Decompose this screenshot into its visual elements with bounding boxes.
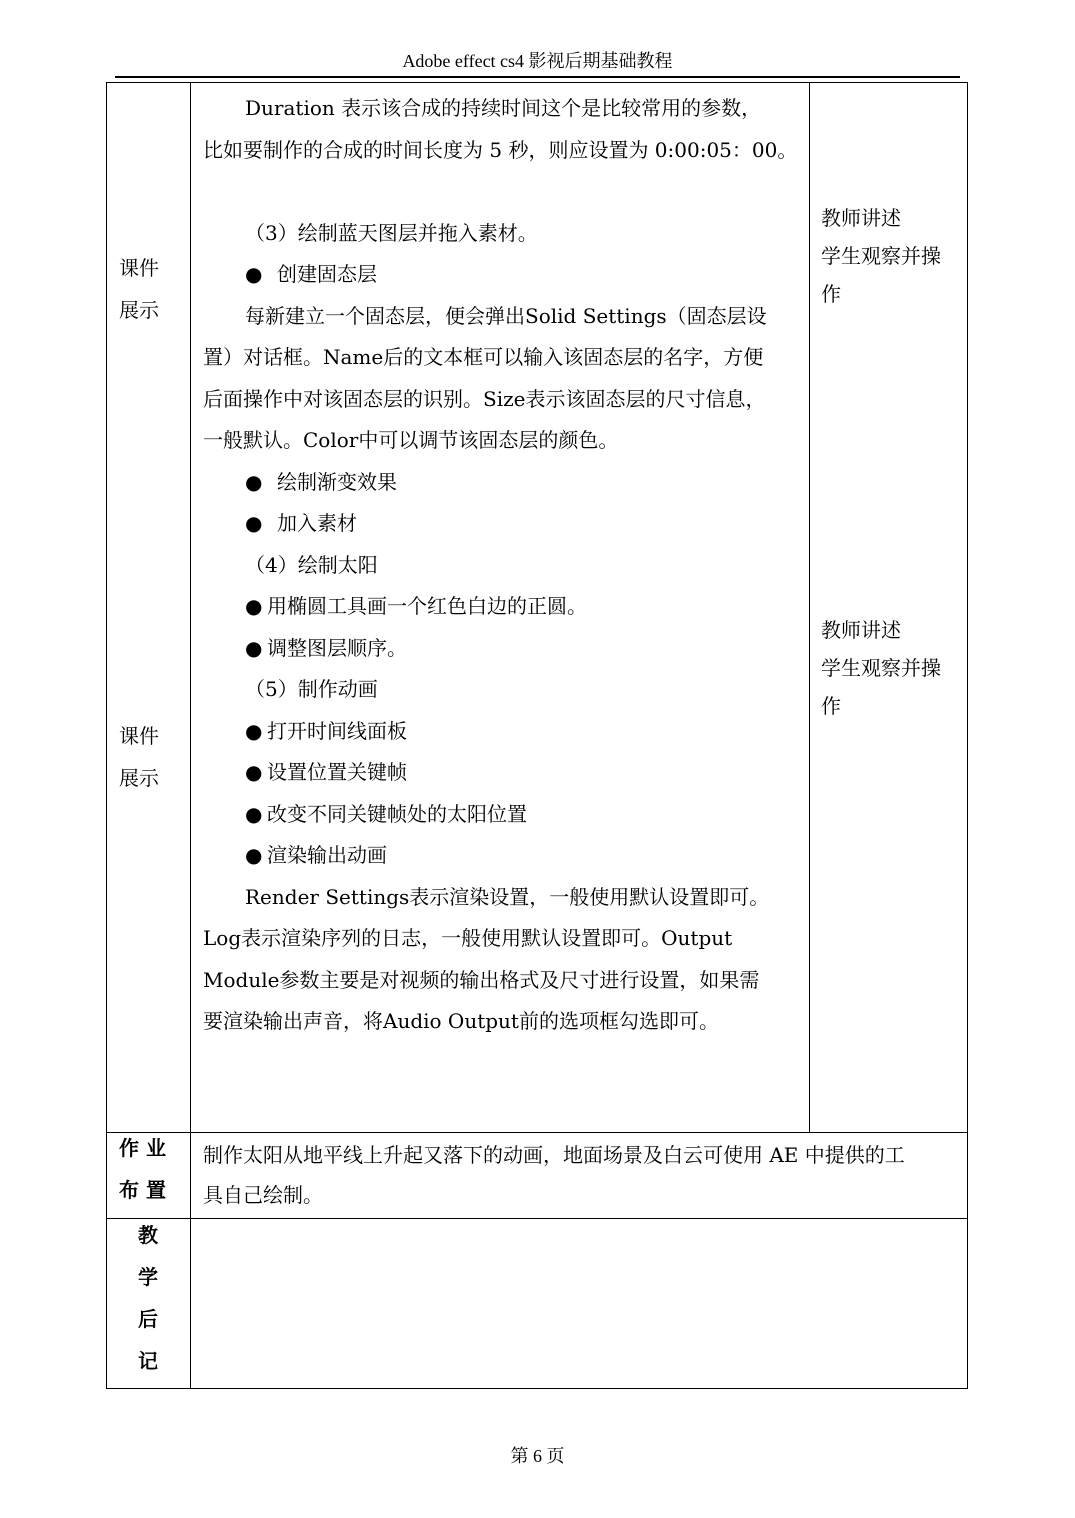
- label-line: 学: [138, 1265, 158, 1289]
- lesson-table: [106, 82, 968, 1389]
- bullet-item: [203, 794, 813, 836]
- note-line: 学生观察并操: [821, 656, 941, 680]
- content-line: Log表示渲染序列的日志，一般使用默认设置即可。Output: [203, 926, 733, 950]
- content-line: 后面操作中对该固态层的识别。Size表示该固态层的尺寸信息，: [203, 386, 766, 411]
- bullet-text: 加入素材: [277, 511, 357, 535]
- bullet-item: [203, 628, 813, 670]
- note-line: 学生观察并操: [821, 244, 941, 268]
- homework-content: [203, 1135, 963, 1215]
- label-line: 作 业: [119, 1136, 166, 1160]
- label-line: 课件: [119, 256, 159, 280]
- label-line: 展示: [119, 766, 159, 790]
- reflection-label: [138, 1214, 158, 1382]
- content-line: 要渲染输出声音，将Audio Output前的选项框勾选即可。: [203, 1009, 719, 1033]
- content-line: 一般默认。Color中可以调节该固态层的颜色。: [203, 428, 619, 452]
- content-line: Duration 表示该合成的持续时间这个是比较常用的参数，: [245, 96, 762, 120]
- bullet-item: [203, 752, 813, 794]
- row-divider-homework: [107, 1132, 968, 1133]
- bullet-text: 设置位置关键帧: [267, 760, 407, 784]
- bullet-icon: ●: [245, 760, 263, 784]
- page-number: 第 6 页: [510, 1446, 565, 1466]
- content-line: 比如要制作的合成的时间长度为 5 秒，则应设置为 0:00:05：00。: [203, 137, 798, 162]
- bullet-icon: ●: [245, 594, 263, 618]
- label-line: 教: [138, 1223, 158, 1247]
- homework-line: 具自己绘制。: [203, 1183, 323, 1207]
- bullet-icon: ●: [245, 635, 263, 660]
- homework-label: [119, 1127, 166, 1211]
- bullet-item: [203, 711, 813, 753]
- section-heading: （3）绘制蓝天图层并拖入素材。: [245, 220, 538, 245]
- bullet-icon: ●: [245, 511, 263, 535]
- bullet-text: 改变不同关键帧处的太阳位置: [267, 801, 527, 826]
- bullet-icon: ●: [245, 843, 263, 867]
- content-line: 每新建立一个固态层，便会弹出Solid Settings（固态层设: [245, 303, 767, 328]
- note-line: 作: [821, 282, 841, 306]
- lesson-content: [203, 88, 813, 1043]
- page-footer: [0, 1442, 1075, 1468]
- bullet-text: 用椭圆工具画一个红色白边的正圆。: [267, 594, 587, 618]
- bullet-icon: ●: [245, 262, 263, 286]
- label-line: 布 置: [119, 1178, 166, 1202]
- bullet-text: 创建固态层: [277, 262, 377, 286]
- label-line: 记: [138, 1349, 158, 1373]
- header-title: Adobe effect cs4 影视后期基础教程: [402, 51, 673, 71]
- section-heading: （5）制作动画: [245, 677, 378, 701]
- bullet-item: [203, 254, 813, 296]
- content-line: Module参数主要是对视频的输出格式及尺寸进行设置，如果需: [203, 967, 760, 992]
- bullet-text: 绘制渐变效果: [277, 469, 397, 494]
- page-header: [115, 48, 960, 78]
- note-line: 教师讲述: [821, 206, 901, 230]
- content-line: 置）对话框。Name后的文本框可以输入该固态层的名字，方便: [203, 345, 764, 369]
- bullet-item: [203, 586, 813, 628]
- label-line: 展示: [119, 298, 159, 322]
- bullet-icon: ●: [245, 718, 263, 743]
- bullet-icon: ●: [245, 801, 263, 826]
- row-divider-reflection: [107, 1218, 968, 1219]
- note-line: 教师讲述: [821, 618, 901, 642]
- homework-line: 制作太阳从地平线上升起又落下的动画，地面场景及白云可使用 AE 中提供的工: [203, 1143, 905, 1167]
- bullet-text: 渲染输出动画: [267, 843, 387, 867]
- section-heading: （4）绘制太阳: [245, 552, 378, 577]
- content-line: Render Settings表示渲染设置，一般使用默认设置即可。: [245, 884, 770, 909]
- bullet-item: [203, 835, 813, 877]
- teacher-note-1: [821, 199, 961, 313]
- bullet-text: 调整图层顺序。: [267, 635, 407, 660]
- bullet-item: [203, 503, 813, 545]
- teacher-note-2: [821, 611, 961, 725]
- bullet-icon: ●: [245, 469, 263, 494]
- courseware-label-1: [119, 247, 159, 331]
- label-line: 后: [138, 1307, 158, 1331]
- bullet-item: [203, 462, 813, 504]
- blank-line: [203, 171, 813, 213]
- col-divider-left: [190, 83, 191, 1389]
- bullet-text: 打开时间线面板: [267, 718, 407, 743]
- note-line: 作: [821, 694, 841, 718]
- label-line: 课件: [119, 724, 159, 748]
- courseware-label-2: [119, 715, 159, 799]
